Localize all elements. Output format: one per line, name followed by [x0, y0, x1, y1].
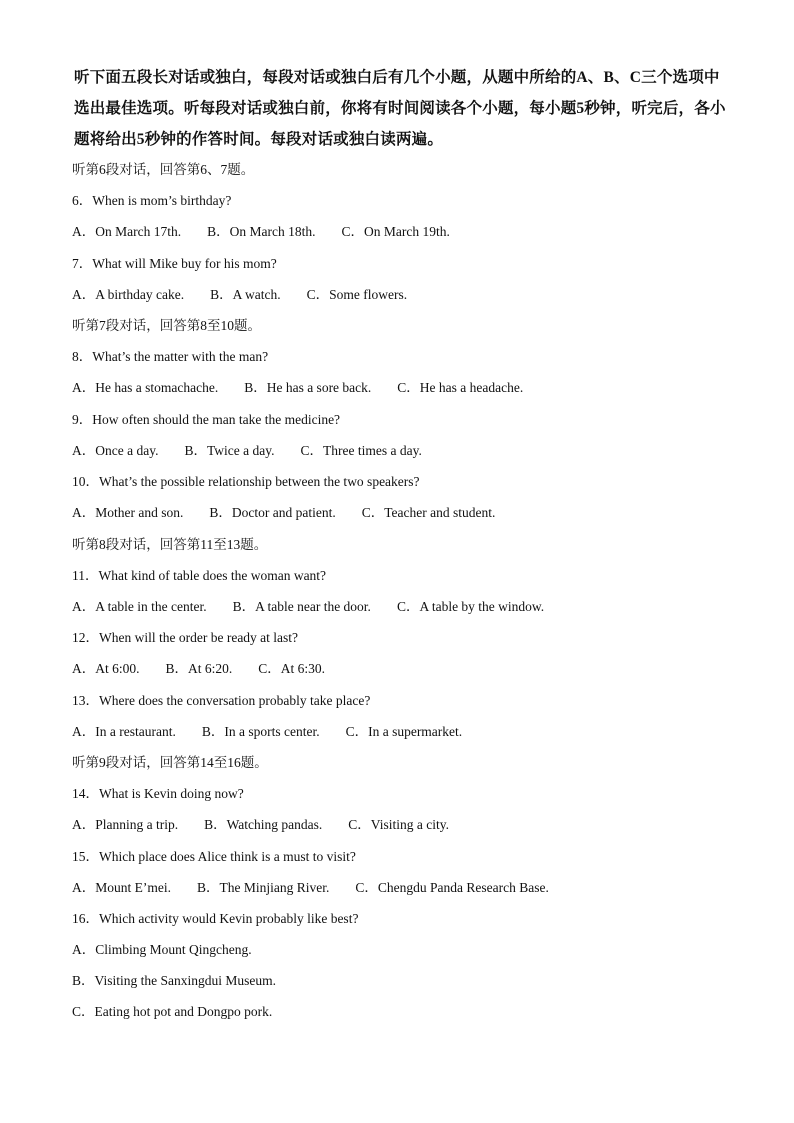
option-c: C．Eating hot pot and Dongpo pork.	[72, 1004, 273, 1019]
option-a: A．Planning a trip.	[72, 817, 179, 832]
question-options	[72, 504, 495, 522]
option-a: A．Once a day.	[72, 443, 159, 458]
option-c: C．He has a headache.	[397, 380, 524, 395]
option-c: C．Visiting a city.	[348, 817, 449, 832]
option-b: B．On March 18th.	[207, 224, 316, 239]
section-heading: 听第8段对话，回答第11至13题。	[72, 537, 268, 552]
question-options	[72, 379, 523, 397]
question-options	[72, 598, 544, 616]
question-text: 7．What will Mike buy for his mom?	[72, 256, 277, 271]
option-c: C．Chengdu Panda Research Base.	[355, 880, 549, 895]
question-text: 16．Which activity would Kevin probably like best?	[72, 911, 359, 926]
question-text: 11．What kind of table does the woman want?	[72, 568, 327, 583]
option-b: B．A table near the door.	[232, 599, 371, 614]
section-heading: 听第7段对话，回答第8至10题。	[72, 318, 261, 333]
option-a: A．A table in the center.	[72, 599, 207, 614]
option-b: B．Watching pandas.	[204, 817, 323, 832]
question-text: 9．How often should the man take the medicine?	[72, 412, 341, 427]
section-heading: 听第6段对话，回答第6、7题。	[72, 162, 255, 177]
question-options	[72, 223, 450, 241]
option-b: B．He has a sore back.	[244, 380, 372, 395]
option-a: A．A birthday cake.	[72, 287, 185, 302]
section-heading: 听第9段对话，回答第14至16题。	[72, 755, 268, 770]
option-a: A．Climbing Mount Qingcheng.	[72, 942, 252, 957]
question-options	[72, 879, 549, 897]
option-c: C．Three times a day.	[300, 443, 422, 458]
option-c: C．A table by the window.	[396, 599, 545, 614]
option-b: B．Visiting the Sanxingdui Museum.	[72, 973, 276, 988]
option-c: C．In a supermarket.	[345, 724, 463, 739]
question-text: 13．Where does the conversation probably take place?	[72, 693, 371, 708]
question-options	[72, 286, 407, 304]
question-text: 12．When will the order be ready at last?	[72, 630, 299, 645]
question-text: 10．What’s the possible relationship between the two speakers?	[72, 474, 420, 489]
question-text: 8．What’s the matter with the man?	[72, 349, 269, 364]
option-b: B．The Minjiang River.	[197, 880, 330, 895]
question-options	[72, 723, 462, 741]
option-b: B．Doctor and patient.	[209, 505, 336, 520]
option-a: A．Mount E’mei.	[72, 880, 171, 895]
question-options	[72, 660, 325, 678]
option-a: A．On March 17th.	[72, 224, 182, 239]
question-options	[72, 442, 422, 460]
option-c: C．At 6:30.	[258, 661, 326, 676]
option-a: A．In a restaurant.	[72, 724, 176, 739]
question-text: 6．When is mom’s birthday?	[72, 193, 232, 208]
option-b: B．A watch.	[210, 287, 281, 302]
question-options	[72, 816, 449, 834]
option-c: C．Some flowers.	[306, 287, 408, 302]
question-text: 15．Which place does Alice think is a must to visit?	[72, 849, 356, 864]
option-c: C．On March 19th.	[341, 224, 450, 239]
option-b: B．Twice a day.	[184, 443, 275, 458]
option-c: C．Teacher and student.	[361, 505, 496, 520]
option-b: B．At 6:20.	[165, 661, 233, 676]
option-b: B．In a sports center.	[201, 724, 320, 739]
option-a: A．Mother and son.	[72, 505, 184, 520]
question-text: 14．What is Kevin doing now?	[72, 786, 244, 801]
instructions-paragraph: 听下面五段长对话或独白，每段对话或独白后有几个小题，从题中所给的A、B、C三个选项中选出最佳选项。听每段对话或独白前，你将有时间阅读各个小题，每小题5秒钟，听完后，各小题将给出5秒钟的作答时间。每段对话或独白读两遍。	[74, 69, 726, 148]
option-a: A．At 6:00.	[72, 661, 140, 676]
option-a: A．He has a stomachache.	[72, 380, 219, 395]
